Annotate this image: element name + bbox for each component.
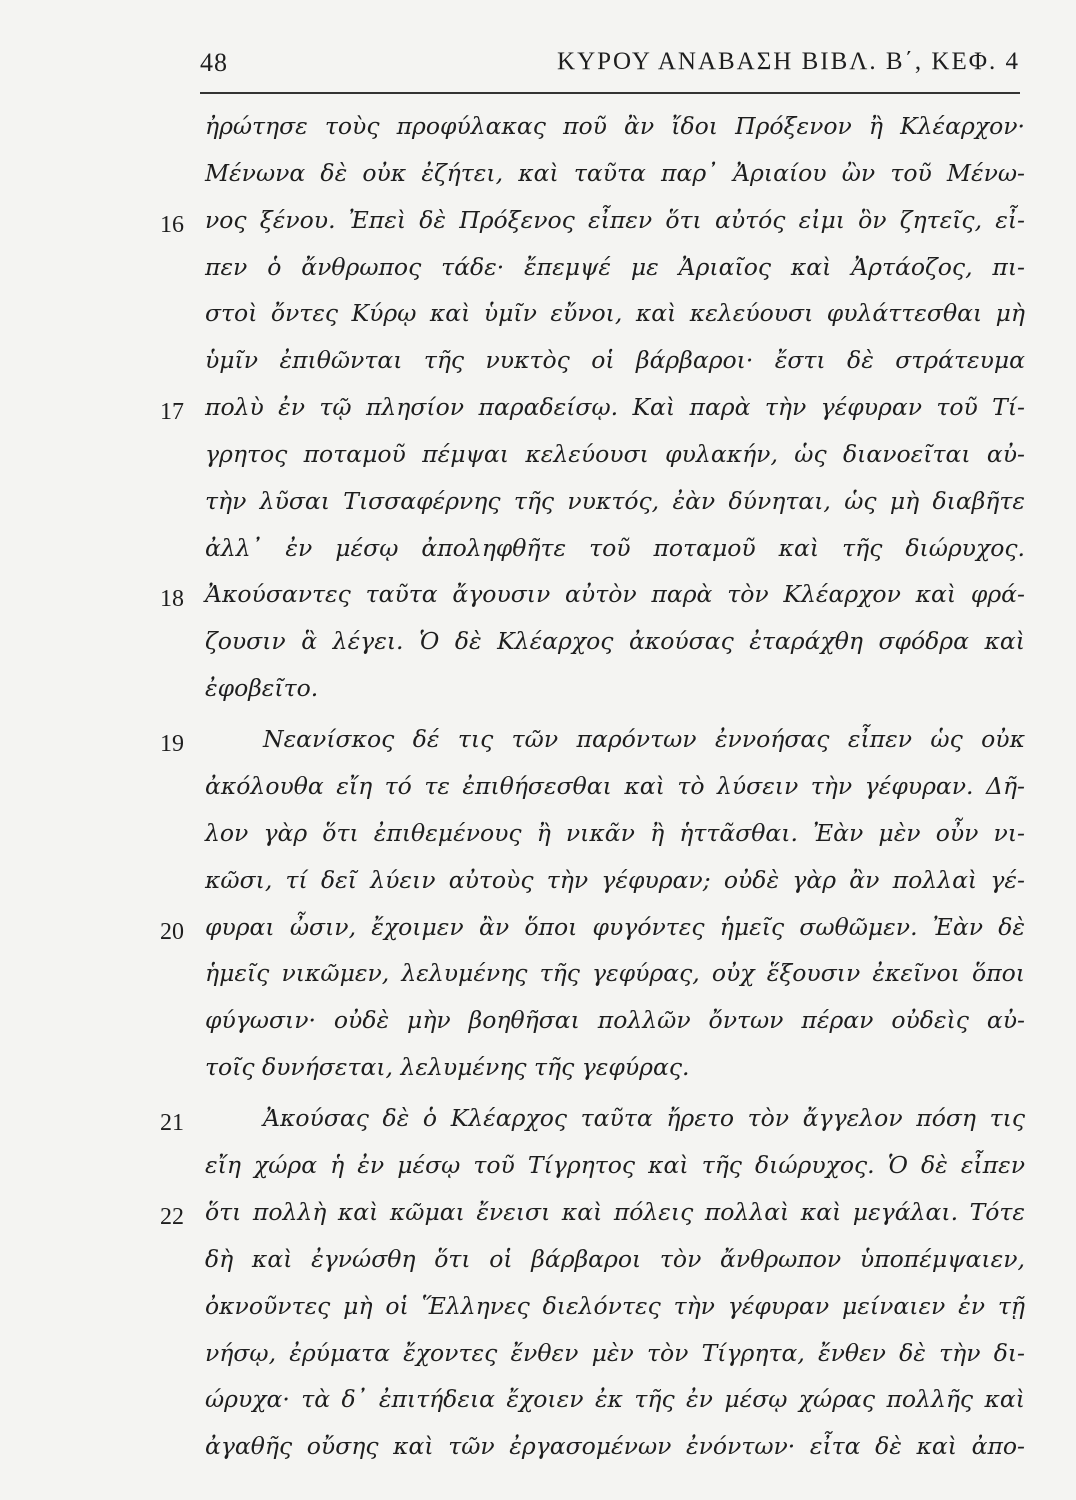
text-line [0,1292,1076,1339]
line-text: Ἀκούσας δὲ ὁ Κλέαρχος ταῦτα ἤρετο τὸν ἄγγελον πόση τις [263,1104,1025,1132]
line-text: ἐφοβεῖτο. [205,674,319,702]
line-text: Ἀκούσαντες ταῦτα ἄγουσιν αὐτὸν παρὰ τὸν Κλέαρχον καὶ φρά- [205,580,1025,608]
text-line [0,674,1076,721]
line-text: γρητος ποταμοῦ πέμψαι κελεύουσι φυλακήν, ὡς διανοεῖται αὐ- [205,440,1025,468]
line-text: ἀγαθῆς οὔσης καὶ τῶν ἐργασομένων ἐνόντων· εἶτα δὲ καὶ ἀπο- [205,1432,1025,1460]
line-text: ζουσιν ἃ λέγει. Ὁ δὲ Κλέαρχος ἀκούσας ἐταράχθη σφόδρα καὶ [205,627,1025,655]
text-line [0,159,1076,206]
section-number: 21 [160,1110,184,1136]
line-text: φύγωσιν· οὐδὲ μὴν βοηθῆσαι πολλῶν ὄντων πέραν οὐδεὶς αὐ- [205,1006,1025,1034]
line-text: τοῖς δυνήσεται, λελυμένης τῆς γεφύρας. [205,1053,690,1081]
text-line [0,440,1076,487]
line-text: δὴ καὶ ἐγνώσθη ὅτι οἱ βάρβαροι τὸν ἄνθρωπον ὑποπέμψαιεν, [205,1245,1025,1273]
line-text: ὑμῖν ἐπιθῶνται τῆς νυκτὸς οἱ βάρβαροι· ἔστι δὲ στράτευμα [205,346,1025,374]
text-line [0,819,1076,866]
text-line [0,913,1076,960]
text-line [0,487,1076,534]
line-text: Νεανίσκος δέ τις τῶν παρόντων ἐννοήσας εἶπεν ὡς οὐκ [263,725,1025,753]
line-text: ἀκόλουθα εἴη τό τε ἐπιθήσεσθαι καὶ τὸ λύσειν τὴν γέφυραν. Δῆ- [205,772,1025,800]
text-line [0,1245,1076,1292]
line-text: ἠρώτησε τοὺς προφύλακας ποῦ ἂν ἴδοι Πρόξενον ἢ Κλέαρχον· [205,112,1025,140]
text-line [0,866,1076,913]
text-line [0,1432,1076,1479]
line-text: πεν ὁ ἄνθρωπος τάδε· ἔπεμψέ με Ἀριαῖος καὶ Ἀρτάοζος, πι- [205,253,1025,281]
text-line [0,725,1076,772]
text-line [0,1198,1076,1245]
line-text: κῶσι, τί δεῖ λύειν αὐτοὺς τὴν γέφυραν; οὐδὲ γὰρ ἂν πολλαὶ γέ- [205,866,1025,894]
line-text: ὅτι πολλὴ καὶ κῶμαι ἔνεισι καὶ πόλεις πολλαὶ καὶ μεγάλαι. Τότε [205,1198,1025,1226]
page-number: 48 [200,48,228,77]
text-line [0,206,1076,253]
section-number: 16 [160,212,184,238]
line-text: Μένωνα δὲ οὐκ ἐζήτει, καὶ ταῦτα παρ᾽ Ἀριαίου ὢν τοῦ Μένω- [205,159,1025,187]
text-line [0,1053,1076,1100]
line-text: ἡμεῖς νικῶμεν, λελυμένης τῆς γεφύρας, οὐχ ἕξουσιν ἐκεῖνοι ὅποι [205,959,1025,987]
line-text: πολὺ ἐν τῷ πλησίον παραδείσῳ. Καὶ παρὰ τὴν γέφυραν τοῦ Τί- [205,393,1025,421]
line-text: τὴν λῦσαι Τισσαφέρνης τῆς νυκτός, ἐὰν δύνηται, ὡς μὴ διαβῆτε [205,487,1025,515]
section-number: 17 [160,399,184,425]
line-text: ἀλλ᾽ ἐν μέσῳ ἀποληφθῆτε τοῦ ποταμοῦ καὶ τῆς διώρυχος. [205,534,1025,562]
line-text: ὀκνοῦντες μὴ οἱ Ἕλληνες διελόντες τὴν γέφυραν μείναιεν ἐν τῇ [205,1292,1025,1320]
text-line [0,1151,1076,1198]
text-line [0,580,1076,627]
text-line [0,1104,1076,1151]
text-line [0,112,1076,159]
running-head: ΚΥΡΟΥ ΑΝΑΒΑΣΗ ΒΙΒΛ. Β΄, ΚΕΦ. 4 [557,48,1020,75]
text-line [0,1385,1076,1432]
line-text: ώρυχα· τὰ δ᾽ ἐπιτήδεια ἔχοιεν ἐκ τῆς ἐν μέσῳ χώρας πολλῆς καὶ [205,1385,1025,1413]
text-line [0,772,1076,819]
line-text: λον γὰρ ὅτι ἐπιθεμένους ἢ νικᾶν ἢ ἡττᾶσθαι. Ἐὰν μὲν οὖν νι- [205,819,1025,847]
line-text: φυραι ὦσιν, ἔχοιμεν ἂν ὅποι φυγόντες ἡμεῖς σωθῶμεν. Ἐὰν δὲ [205,913,1025,941]
text-line [0,1339,1076,1386]
line-text: νήσῳ, ἐρύματα ἔχοντες ἔνθεν μὲν τὸν Τίγρητα, ἔνθεν δὲ τὴν δι- [205,1339,1025,1367]
text-line [0,346,1076,393]
text-line [0,534,1076,581]
text-line [0,1006,1076,1053]
header-rule [200,92,1020,94]
text-line [0,627,1076,674]
section-number: 20 [160,919,184,945]
page-header [200,44,1020,88]
line-text: εἴη χώρα ἡ ἐν μέσῳ τοῦ Τίγρητος καὶ τῆς διώρυχος. Ὁ δὲ εἶπεν [205,1151,1025,1179]
text-line [0,299,1076,346]
section-number: 18 [160,586,184,612]
line-text: νος ξένου. Ἐπεὶ δὲ Πρόξενος εἶπεν ὅτι αὐτός εἰμι ὃν ζητεῖς, εἶ- [205,206,1025,234]
section-number: 19 [160,731,184,757]
text-line [0,959,1076,1006]
line-text: στοὶ ὄντες Κύρῳ καὶ ὑμῖν εὔνοι, καὶ κελεύουσι φυλάττεσθαι μὴ [205,299,1025,327]
text-line [0,253,1076,300]
text-line [0,393,1076,440]
section-number: 22 [160,1204,184,1230]
